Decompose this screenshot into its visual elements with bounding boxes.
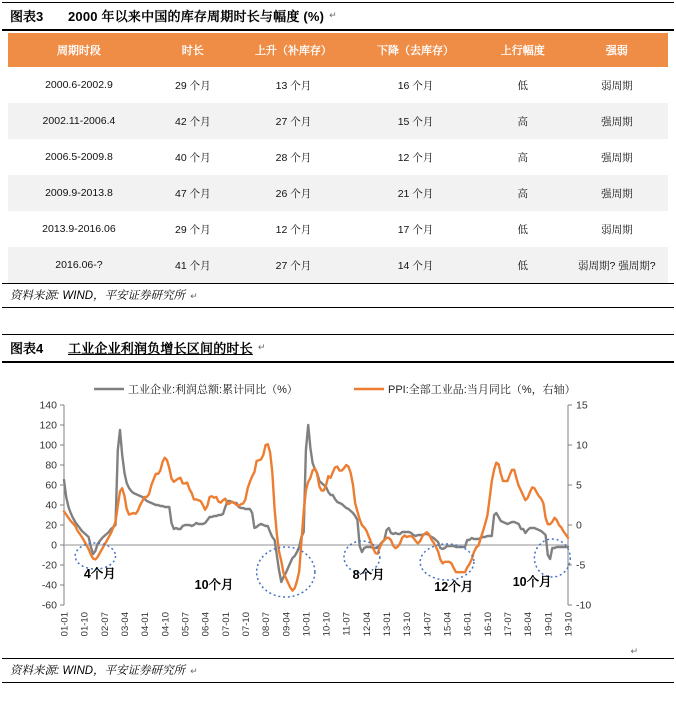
- x-axis-tick: 10-01: [301, 612, 313, 637]
- x-axis-tick: 16-01: [462, 612, 474, 637]
- cell-upswing: 27 个月: [275, 259, 312, 272]
- x-axis-tick: 15-04: [442, 612, 454, 637]
- cell-period: 2002.11-2006.4: [42, 115, 116, 127]
- x-axis-tick: 19-01: [543, 612, 555, 637]
- cell-downswing: 12 个月: [397, 151, 434, 164]
- table-row: [8, 175, 668, 211]
- annotation-label: 4个月: [83, 567, 116, 581]
- col-header-duration: 时长: [181, 45, 204, 57]
- figure4-section: [0, 334, 676, 683]
- x-axis-tick: 16-10: [482, 612, 494, 637]
- table-row: [8, 139, 668, 175]
- cell-strength: 弱周期: [601, 223, 633, 236]
- x-axis-tick: 11-07: [341, 612, 353, 636]
- cell-downswing: 14 个月: [397, 259, 434, 272]
- legend-label: 工业企业:利润总额:累计同比（%）: [128, 384, 298, 396]
- x-axis-tick: 08-07: [261, 612, 273, 637]
- return-mark-icon: ↵: [190, 291, 198, 301]
- inventory-cycle-table: [8, 33, 668, 283]
- cell-duration: 47 个月: [174, 187, 211, 200]
- x-axis-tick: 01-10: [79, 612, 91, 637]
- source-text: 资料来源: WIND，平安证券研究所: [10, 665, 186, 677]
- cell-downswing: 15 个月: [397, 115, 434, 128]
- left-axis-tick: 40: [45, 499, 57, 512]
- left-axis-tick: 100: [39, 439, 57, 452]
- x-axis-tick: 09-04: [281, 612, 293, 637]
- cell-upswing: 13 个月: [275, 79, 312, 92]
- annotation-label: 10个月: [512, 575, 552, 589]
- left-axis-tick: 20: [45, 519, 57, 532]
- figure3-label: 图表3: [10, 9, 44, 24]
- inventory-cycle-table-wrap: [8, 33, 668, 283]
- left-axis-tick: 0: [51, 539, 57, 552]
- x-axis-tick: 13-10: [402, 612, 414, 637]
- right-axis-tick: 10: [576, 439, 588, 452]
- x-axis-tick: 14-07: [422, 612, 434, 637]
- cell-upswing: 26 个月: [275, 187, 312, 200]
- table-row: [8, 67, 668, 103]
- legend-label: PPI:全部工业品:当月同比（%，右轴）: [388, 384, 576, 396]
- left-axis-tick: 80: [45, 459, 57, 472]
- annotation-label: 8个月: [352, 568, 385, 582]
- table-header-row: [8, 33, 668, 67]
- right-axis-tick: 0: [576, 519, 582, 532]
- figure3-header: [2, 2, 674, 31]
- left-axis-tick: 120: [39, 419, 57, 432]
- return-mark-icon: ↵: [257, 342, 266, 352]
- x-axis-tick: 18-04: [523, 612, 535, 637]
- cell-period: 2009.9-2013.8: [45, 187, 113, 199]
- left-axis-tick: -40: [41, 579, 57, 592]
- x-axis-tick: 03-04: [119, 612, 131, 637]
- figure3-section: [0, 2, 676, 308]
- cell-strength: 强周期: [601, 151, 633, 164]
- figure3-title: 2000 年以来中国的库存周期时长与幅度 (%): [68, 9, 325, 24]
- right-axis-tick: 15: [576, 399, 588, 412]
- cell-period: 2000.6-2002.9: [45, 79, 113, 91]
- cell-amplitude: 高: [517, 151, 529, 164]
- cell-period: 2016.06-?: [55, 259, 103, 271]
- cell-amplitude: 低: [517, 223, 529, 236]
- series-right: [64, 444, 568, 590]
- right-axis-tick: -10: [576, 599, 592, 612]
- cell-strength: 弱周期: [601, 79, 633, 92]
- cell-downswing: 21 个月: [397, 187, 434, 200]
- annotation-label: 10个月: [194, 578, 234, 592]
- cell-strength: 强周期: [601, 115, 633, 128]
- x-axis-tick: 07-01: [220, 612, 232, 637]
- cell-downswing: 16 个月: [397, 79, 434, 92]
- cell-duration: 29 个月: [174, 79, 211, 92]
- x-axis-tick: 17-07: [503, 612, 515, 637]
- profit-ppi-chart: [24, 377, 646, 647]
- cell-upswing: 28 个月: [275, 151, 312, 164]
- right-axis-tick: -5: [576, 559, 586, 572]
- cell-amplitude: 低: [517, 79, 529, 92]
- annotation-label: 12个月: [434, 580, 474, 594]
- left-axis-tick: 60: [45, 479, 57, 492]
- cell-period: 2013.9-2016.06: [42, 223, 116, 235]
- table-row: [8, 211, 668, 247]
- col-header-downswing: 下降（去库存）: [377, 45, 455, 57]
- left-axis-tick: -20: [41, 559, 57, 572]
- col-header-upswing: 上升（补库存）: [254, 45, 332, 57]
- cell-duration: 41 个月: [174, 259, 211, 272]
- return-mark-icon: ↵: [630, 646, 638, 656]
- x-axis-tick: 01-01: [59, 612, 71, 637]
- cell-strength: 强周期: [601, 187, 633, 200]
- x-axis-tick: 02-07: [99, 612, 111, 637]
- left-axis-tick: -60: [41, 599, 57, 612]
- x-axis-tick: 10-10: [321, 612, 333, 637]
- x-axis-tick: 05-07: [180, 612, 192, 637]
- cell-duration: 42 个月: [174, 115, 211, 128]
- col-header-amplitude: 上行幅度: [500, 45, 545, 57]
- figure3-source: [2, 283, 674, 308]
- return-mark-icon: ↵: [329, 10, 337, 20]
- cell-strength: 弱周期? 强周期?: [578, 259, 656, 272]
- x-axis-tick: 07-10: [240, 612, 252, 637]
- source-text: 资料来源: WIND，平安证券研究所: [10, 290, 186, 302]
- x-axis-tick: 13-01: [382, 612, 394, 637]
- left-axis-tick: 140: [39, 399, 57, 412]
- annotation-ellipse: [75, 543, 115, 569]
- cell-duration: 29 个月: [174, 223, 211, 236]
- table-row: [8, 247, 668, 283]
- col-header-strength: 强弱: [605, 45, 628, 57]
- cell-downswing: 17 个月: [397, 223, 434, 236]
- cell-amplitude: 高: [517, 115, 529, 128]
- figure4-source: [2, 658, 674, 683]
- x-axis-tick: 04-01: [140, 612, 152, 637]
- right-axis-tick: 5: [576, 479, 582, 492]
- cell-duration: 40 个月: [174, 151, 211, 164]
- col-header-period: 周期时段: [56, 45, 101, 57]
- figure4-header: [2, 334, 674, 363]
- chart-area: [0, 363, 676, 658]
- series-left: [64, 425, 568, 582]
- x-axis-tick: 19-10: [563, 612, 575, 637]
- section-gap: [0, 308, 676, 334]
- cell-amplitude: 低: [517, 259, 529, 272]
- cell-amplitude: 高: [517, 187, 529, 200]
- cell-period: 2006.5-2009.8: [45, 151, 113, 163]
- table-row: [8, 103, 668, 139]
- cell-upswing: 27 个月: [275, 115, 312, 128]
- x-axis-tick: 06-04: [200, 612, 212, 637]
- return-mark-icon: ↵: [190, 666, 198, 676]
- cell-upswing: 12 个月: [275, 223, 312, 236]
- figure4-title: 工业企业利润负增长区间的时长: [68, 341, 253, 356]
- x-axis-tick: 12-04: [361, 612, 373, 637]
- x-axis-tick: 04-10: [160, 612, 172, 637]
- figure4-label: 图表4: [10, 341, 44, 356]
